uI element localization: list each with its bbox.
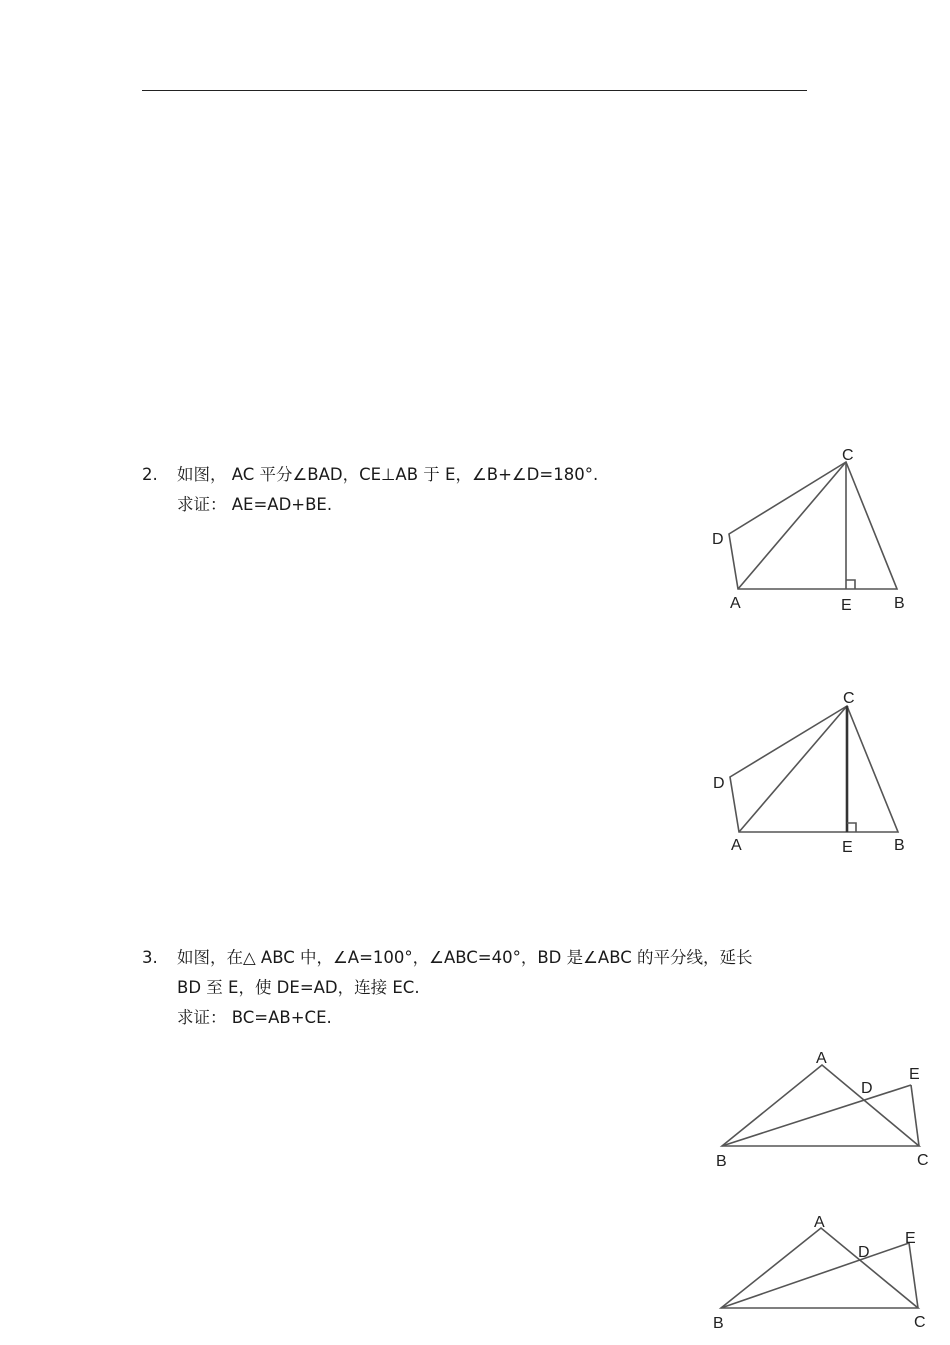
- problem-2-proof-goal: 求证： AE=AD+BE.: [177, 495, 333, 514]
- problem-2: [142, 460, 598, 520]
- problem-3-proof-goal: 求证： BC=AB+CE.: [177, 1008, 332, 1027]
- label-E: E: [842, 839, 853, 856]
- label-D: D: [858, 1244, 870, 1261]
- label-C: C: [843, 690, 855, 707]
- label-A: A: [814, 1214, 825, 1231]
- label-B: B: [716, 1153, 727, 1170]
- label-A: A: [731, 837, 742, 854]
- problem-2-number: 2.: [142, 465, 158, 484]
- label-C: C: [917, 1152, 929, 1169]
- triangle-ABC: [721, 1228, 918, 1308]
- segment-EC: [911, 1085, 919, 1146]
- label-E: E: [909, 1066, 920, 1083]
- figure-2-diagram-copy: [705, 684, 925, 864]
- triangle-ABC: [722, 1065, 919, 1146]
- label-C: C: [842, 447, 854, 464]
- figure-2-diagram: [705, 440, 925, 620]
- problem-3-statement: [142, 943, 753, 973]
- problem-3-line1: 如图，在△ ABC 中，∠A=100°，∠ABC=40°，BD 是∠ABC 的平分线，延长: [177, 948, 753, 967]
- label-E: E: [841, 597, 852, 614]
- right-angle-mark: [846, 580, 855, 589]
- problem-2-statement: [142, 460, 598, 490]
- problem-2-line1: 如图， AC 平分∠BAD，CE⊥AB 于 E，∠B+∠D=180°.: [177, 465, 599, 484]
- label-D: D: [713, 775, 725, 792]
- segment-AC: [739, 706, 847, 832]
- label-B: B: [894, 595, 905, 612]
- label-B: B: [894, 837, 905, 854]
- header-rule: [142, 90, 807, 91]
- label-C: C: [914, 1314, 926, 1331]
- figure-3-diagram: [705, 1040, 945, 1180]
- label-D: D: [712, 531, 724, 548]
- segment-BE: [721, 1243, 909, 1308]
- problem-3-number: 3.: [142, 948, 158, 967]
- problem-3-construction: BD 至 E，使 DE=AD，连接 EC.: [177, 978, 420, 997]
- problem-3: [142, 943, 753, 1033]
- right-angle-mark: [847, 823, 856, 832]
- figure-3-diagram-copy: [705, 1203, 945, 1343]
- label-A: A: [730, 595, 741, 612]
- label-A: A: [816, 1050, 827, 1067]
- label-B: B: [713, 1315, 724, 1332]
- segment-EC: [909, 1243, 918, 1308]
- label-D: D: [861, 1080, 873, 1097]
- label-E: E: [905, 1230, 916, 1247]
- segment-AC: [738, 462, 846, 589]
